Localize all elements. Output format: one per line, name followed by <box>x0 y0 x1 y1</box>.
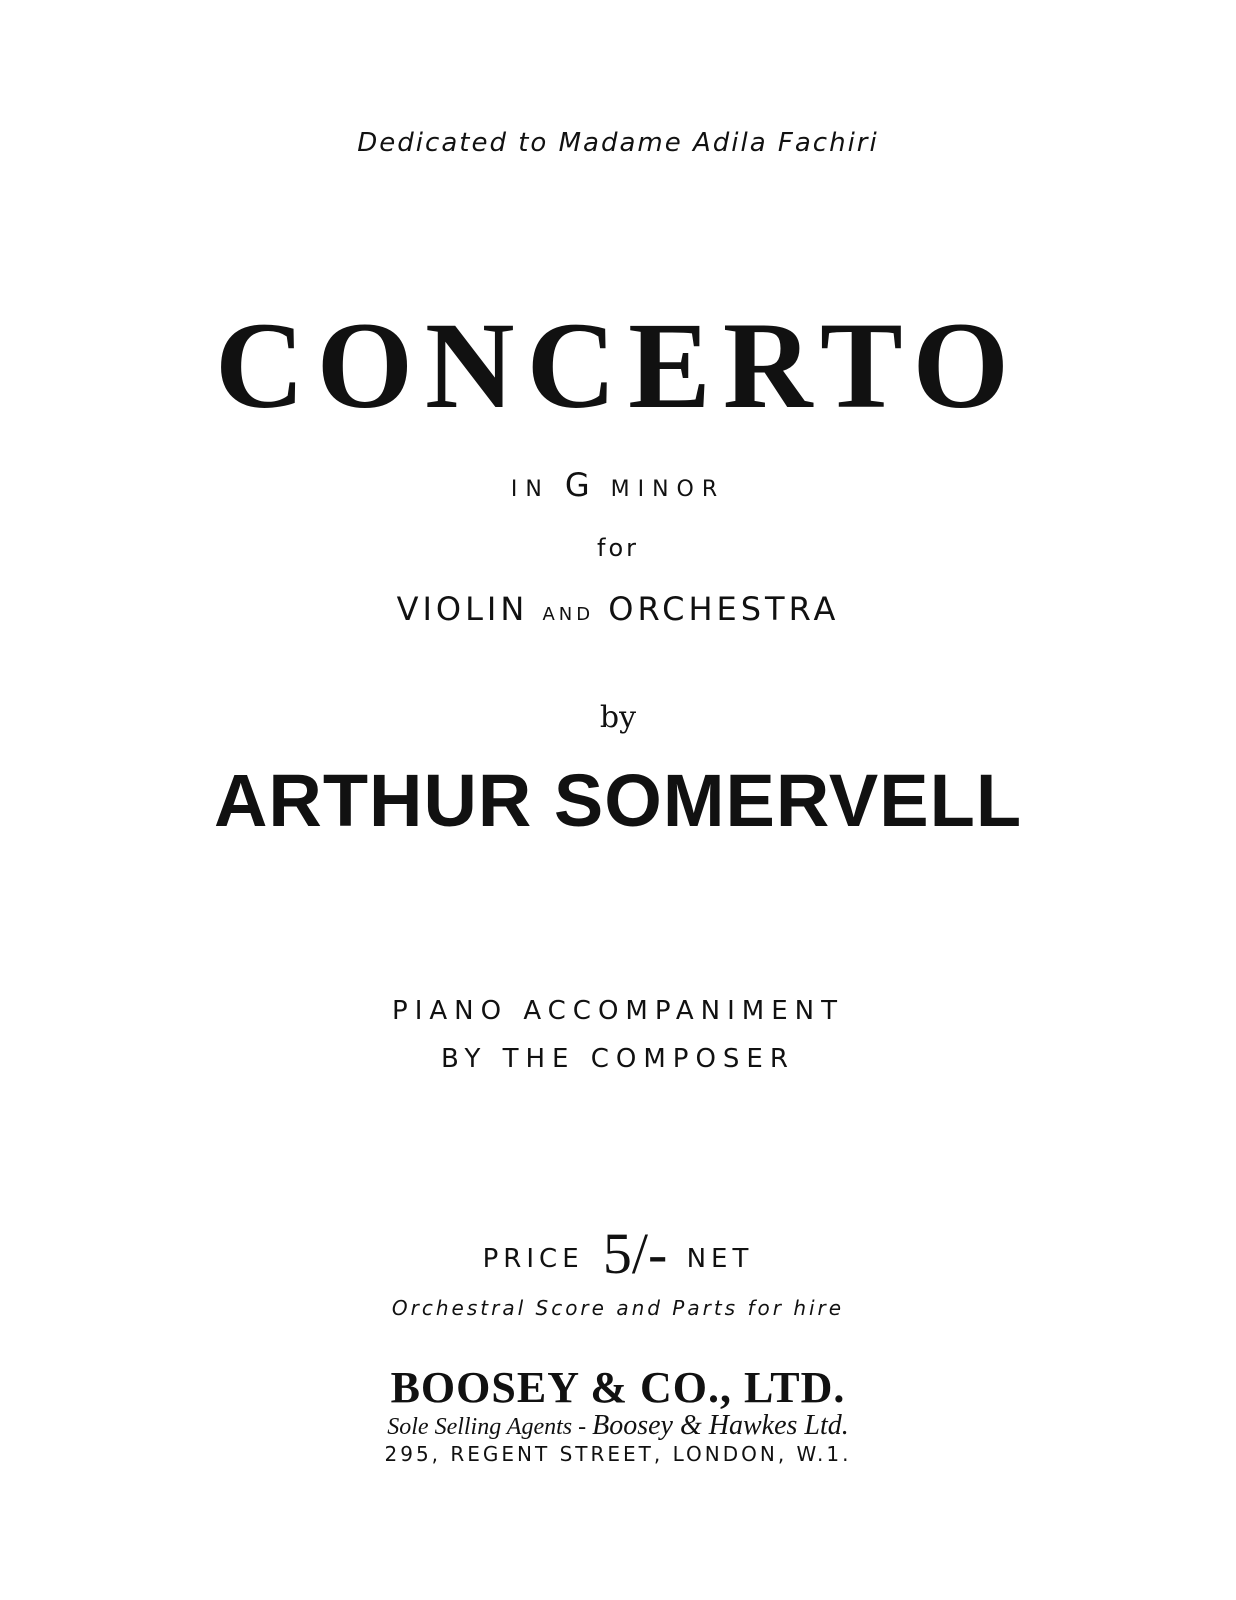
key-prefix: IN <box>510 477 550 502</box>
price-label: PRICE <box>482 1244 584 1274</box>
price-amount: 5/- <box>602 1221 668 1286</box>
selling-agents <box>0 1410 1236 1442</box>
page-title: CONCERTO <box>215 297 1021 434</box>
instrument-conjunction: AND <box>542 604 595 625</box>
agents-name: Boosey & Hawkes Ltd. <box>592 1410 849 1441</box>
hire-note: Orchestral Score and Parts for hire <box>391 1296 845 1320</box>
key-signature <box>0 466 1236 504</box>
price-suffix: NET <box>686 1244 754 1274</box>
instrument-orchestra: ORCHESTRA <box>608 590 840 628</box>
for-text: for <box>597 534 639 562</box>
instrumentation <box>0 590 1236 628</box>
instrument-violin: VIOLIN <box>396 590 529 628</box>
price <box>0 1220 1236 1287</box>
by-text: by <box>599 700 637 735</box>
key-note: G <box>564 466 596 504</box>
publisher-name: BOOSEY & CO., LTD. <box>390 1363 846 1412</box>
agents-label: Sole Selling Agents - <box>387 1414 587 1440</box>
key-mode: MINOR <box>610 477 726 502</box>
publisher-address: 295, REGENT STREET, LONDON, W.1. <box>384 1442 852 1466</box>
dedication: Dedicated to Madame Adila Fachiri <box>357 128 879 158</box>
accompaniment-line-1: PIANO ACCOMPANIMENT <box>392 996 844 1026</box>
accompaniment-line-2: BY THE COMPOSER <box>441 1044 795 1074</box>
composer-name: ARTHUR SOMERVELL <box>213 759 1023 842</box>
